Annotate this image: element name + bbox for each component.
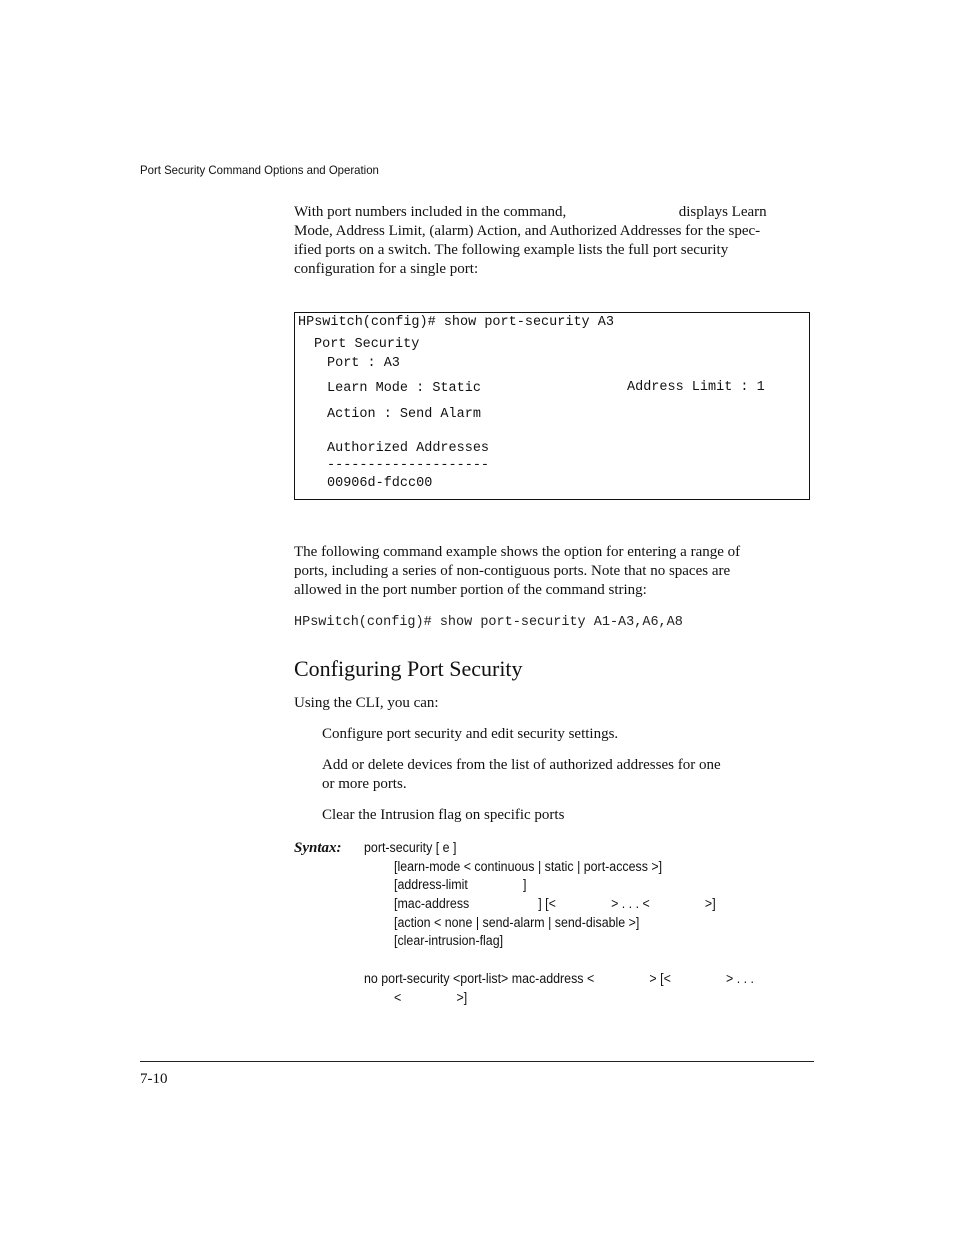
- intro-paragraph: [294, 203, 816, 279]
- syntax-line: [address-limit ]: [394, 877, 527, 892]
- bullet-line: or more ports.: [322, 776, 407, 792]
- cli-intro: Using the CLI, you can:: [294, 695, 439, 711]
- syntax-line: [action < none | send-alarm | send-disable >]: [394, 915, 640, 930]
- syntax-line: port-security [ e ]: [364, 840, 457, 855]
- intro-line: ified ports on a switch. The following example lists the full port security: [294, 242, 729, 258]
- syntax-line: no port-security <port-list> mac-address < > [< > . . .: [364, 971, 754, 986]
- terminal-separator: --------------------: [327, 458, 490, 473]
- bullet-add-delete: [322, 756, 792, 794]
- terminal-learn-mode: Learn Mode : Static: [327, 381, 481, 396]
- terminal-mac-address: 00906d-fdcc00: [327, 476, 433, 491]
- range-line: allowed in the port number portion of the command string:: [294, 582, 647, 598]
- bullet-line: Add or delete devices from the list of authorized addresses for one: [322, 757, 721, 773]
- range-command-example: HPswitch(config)# show port-security A1-A3,A6,A8: [294, 615, 683, 630]
- bullet-clear-intrusion: Clear the Intrusion flag on specific ports: [322, 807, 565, 823]
- syntax-line: [mac-address ] [< > . . . < >]: [394, 896, 716, 911]
- terminal-port: Port : A3: [327, 356, 400, 371]
- syntax-line: [clear-intrusion-flag]: [394, 933, 504, 948]
- syntax-label: Syntax:: [294, 840, 342, 856]
- range-line: ports, including a series of non-contiguous ports. Note that no spaces are: [294, 563, 731, 579]
- intro-line: With port numbers included in the command, displays Learn: [294, 204, 767, 220]
- syntax-line: [learn-mode < continuous | static | port-access >]: [394, 859, 663, 874]
- intro-line: configuration for a single port:: [294, 261, 479, 277]
- terminal-prompt: HPswitch(config)# show port-security A3: [298, 315, 614, 330]
- footer-rule: [140, 1061, 814, 1062]
- syntax-line: < >]: [394, 990, 468, 1005]
- page-number: 7-10: [140, 1071, 168, 1087]
- bullet-configure: Configure port security and edit security settings.: [322, 726, 619, 742]
- terminal-address-limit: Address Limit : 1: [627, 380, 765, 395]
- intro-line: Mode, Address Limit, (alarm) Action, and Authorized Addresses for the spec-: [294, 223, 761, 239]
- running-header: Port Security Command Options and Operation: [140, 163, 379, 177]
- terminal-action: Action : Send Alarm: [327, 407, 481, 422]
- section-heading: Configuring Port Security: [294, 656, 523, 681]
- range-line: The following command example shows the option for entering a range of: [294, 544, 741, 560]
- terminal-title: Port Security: [314, 337, 420, 352]
- terminal-output-box: [294, 312, 810, 500]
- terminal-auth-header: Authorized Addresses: [327, 441, 490, 456]
- range-paragraph: [294, 543, 816, 600]
